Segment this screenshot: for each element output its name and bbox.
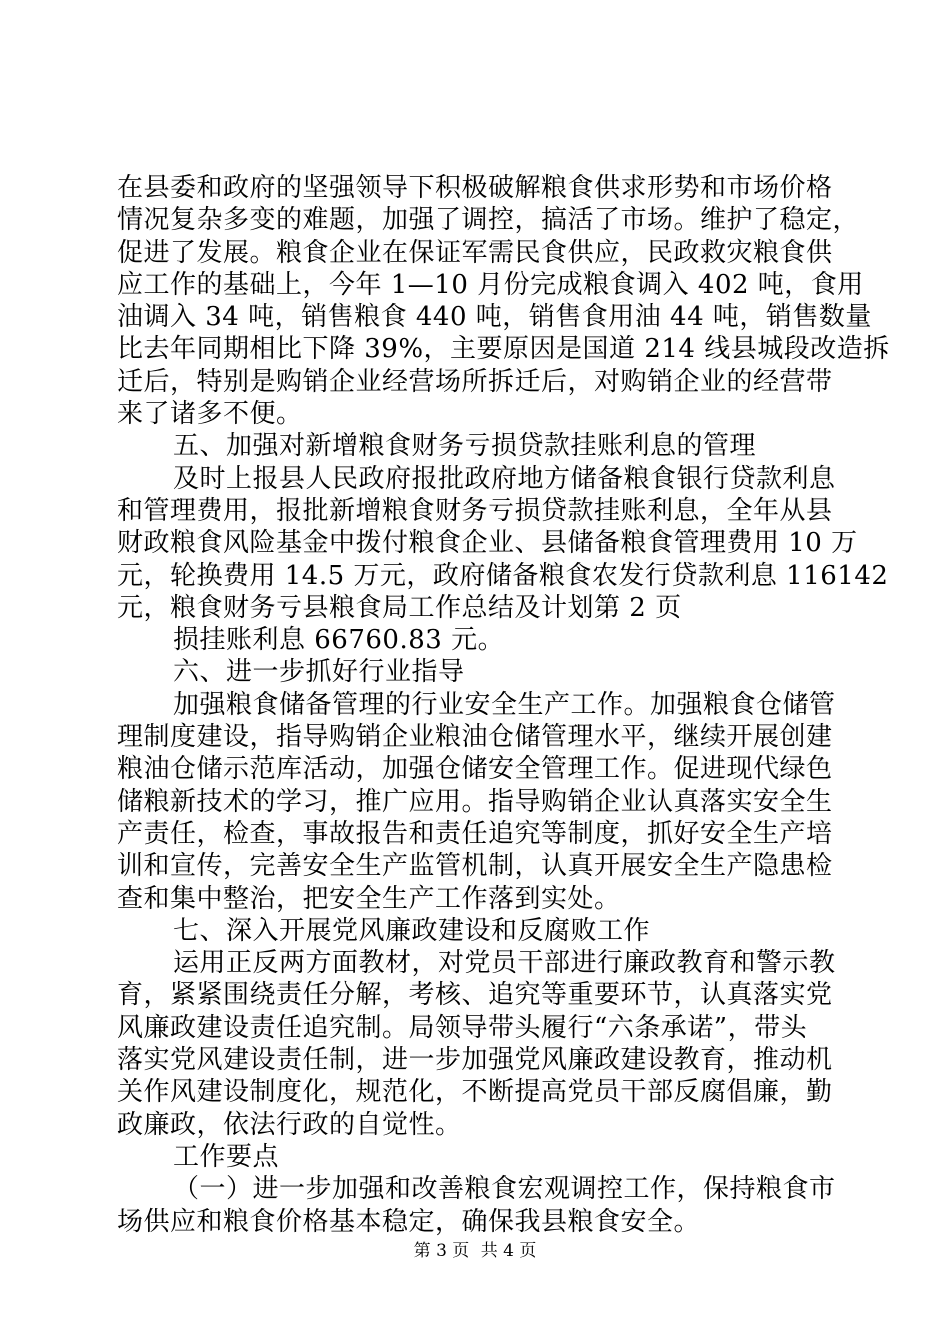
page-number: 第 3 页 [413, 1241, 470, 1261]
text-line: 落实党风建设责任制，进一步加强党风廉政建设教育，推动机 [117, 1045, 833, 1076]
text-line: 产责任，检查，事故报告和责任追究等制度，抓好安全生产培 [117, 818, 833, 849]
text-line: 情况复杂多变的难题，加强了调控，搞活了市场。维护了稳定， [117, 205, 860, 236]
text-line: 训和宣传，完善安全生产监管机制，认真开展安全生产隐患检 [117, 851, 833, 882]
text-line: 查和集中整治，把安全生产工作落到实处。 [117, 883, 621, 914]
document-body [117, 172, 890, 1238]
text-line: 育，紧紧围绕责任分解，考核、追究等重要环节，认真落实党 [117, 980, 833, 1011]
text-line: 粮油仓储示范库活动，加强仓储安全管理工作。促进现代绿色 [117, 754, 833, 785]
text-line: 损挂账利息 66760.83 元。 [173, 625, 505, 656]
text-line: 理制度建设，指导购销企业粮油仓储管理水平，继续开展创建 [117, 722, 833, 753]
text-line: 应工作的基础上，今年 1—10 月份完成粮食调入 402 吨，食用 [117, 269, 864, 300]
text-line: 财政粮食风险基金中拨付粮食企业、县储备粮食管理费用 10 万 [117, 528, 858, 559]
text-line: 在县委和政府的坚强领导下积极破解粮食供求形势和市场价格 [117, 173, 833, 203]
text-line: 来了诸多不便。 [117, 399, 303, 430]
text-line: 元，轮换费用 14.5 万元，政府储备粮食农发行贷款利息 116142 [117, 560, 889, 591]
section-heading: 五、加强对新增粮食财务亏损贷款挂账利息的管理 [173, 431, 757, 462]
text-line: 比去年同期相比下降 39%，主要原因是国道 214 线县城段改造拆 [117, 334, 890, 365]
section-heading: 六、进一步抓好行业指导 [173, 657, 465, 688]
text-line: 迁后，特别是购销企业经营场所拆迁后，对购销企业的经营带 [117, 366, 833, 397]
text-line: 油调入 34 吨，销售粮食 440 吨，销售食用油 44 吨，销售数量 [117, 302, 872, 333]
text-line: 元，粮食财务亏县粮食局工作总结及计划第 2 页 [117, 592, 682, 623]
text-line: 及时上报县人民政府报批政府地方储备粮食银行贷款利息 [173, 463, 836, 494]
text-line: 储粮新技术的学习，推广应用。指导购销企业认真落实安全生 [117, 786, 833, 817]
text-line: 政廉政，依法行政的自觉性。 [117, 1109, 462, 1140]
text-line: 促进了发展。粮食企业在保证军需民食供应，民政救灾粮食供 [117, 237, 833, 268]
text-line: 风廉政建设责任追究制。局领导带头履行“六条承诺”，带头 [117, 1012, 808, 1043]
section-heading: 七、深入开展党风廉政建设和反腐败工作 [173, 915, 651, 946]
text-line: 加强粮食储备管理的行业安全生产工作。加强粮食仓储管 [173, 689, 836, 720]
text-line: 运用正反两方面教材，对党员干部进行廉政教育和警示教 [173, 948, 836, 979]
section-heading: 工作要点 [173, 1141, 280, 1172]
text-line: 场供应和粮食价格基本稳定，确保我县粮食安全。 [117, 1206, 701, 1237]
text-line: 和管理费用，报批新增粮食财务亏损贷款挂账利息，全年从县 [117, 495, 833, 526]
text-line: （一）进一步加强和改善粮食宏观调控工作，保持粮食市 [173, 1174, 836, 1205]
text-line: 关作风建设制度化，规范化，不断提高党员干部反腐倡廉，勤 [117, 1077, 833, 1108]
page-total: 共 4 页 [480, 1241, 537, 1261]
page-footer [0, 1240, 950, 1262]
